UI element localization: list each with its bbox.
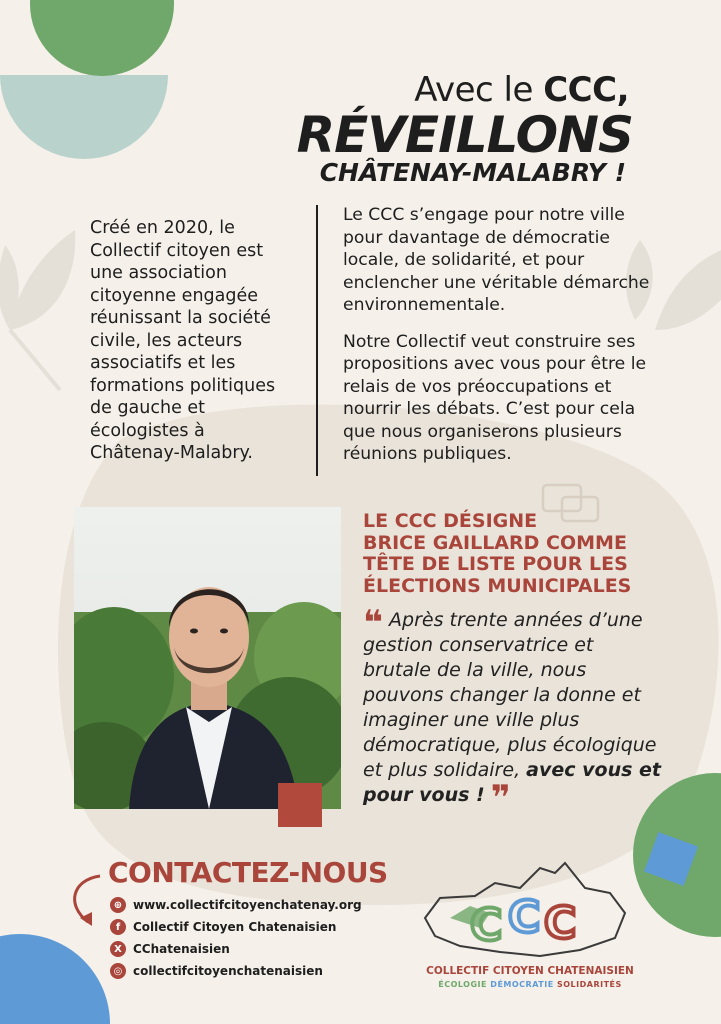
facebook-icon: f: [110, 919, 126, 935]
x-icon: X: [110, 941, 126, 957]
title-line-1: Avec le CCC,: [414, 70, 629, 110]
title-city: CHÂTENAY-MALABRY !: [319, 158, 626, 187]
candidate-quote: ❝ Après trente années d’une gestion conservatrice et brutale de la ville, nous pouvons changer la donne et imaginer une ville plus démocratique, plus écologique et plus solidaire, avec vous et pour vous ! ❞: [363, 603, 661, 818]
contact-website[interactable]: ⊕ www.collectifcitoyenchatenay.org: [110, 896, 362, 914]
candidate-photo: [74, 507, 341, 809]
decorative-red-square: [278, 783, 322, 827]
globe-icon: ⊕: [110, 897, 126, 913]
instagram-icon: ◎: [110, 963, 126, 979]
intro-paragraph-1: Le CCC s’engage pour notre ville pour davantage de démocratie locale, de solidarité, et pour enclencher une véritable démarche environnementale.: [343, 205, 650, 315]
designation-heading: LE CCC DÉSIGNE BRICE GAILLARD COMME TÊTE DE LISTE POUR LES ÉLECTIONS MUNICIPALES: [363, 510, 632, 597]
svg-text:C: C: [508, 892, 541, 943]
column-divider: [316, 205, 318, 476]
logo-tagline: ÉCOLOGIE DÉMOCRATIE SOLIDARITÉS: [438, 980, 622, 989]
logo-name: COLLECTIF CITOYEN CHATENAISIEN: [426, 965, 634, 977]
close-quote-icon: ❞: [490, 778, 511, 818]
title-main: RÉVEILLONS: [296, 106, 633, 164]
candidate-name: BRICE GAILLARD: [363, 531, 540, 554]
open-quote-icon: ❝: [363, 603, 383, 643]
contact-facebook[interactable]: f Collectif Citoyen Chatenaisien: [110, 918, 336, 936]
intro-paragraph-2: Notre Collectif veut construire ses propositions avec vous pour être le relais de vos préoccupations et nourrir les débats. C’est pour cela que nous organiserons plusieurs réunions publiques.: [343, 331, 647, 464]
contact-x[interactable]: X CChatenaisien: [110, 940, 230, 958]
svg-text:C: C: [470, 900, 503, 951]
intro-right-text: [343, 204, 653, 480]
contact-instagram[interactable]: ◎ collectifcitoyenchatenaisien: [110, 962, 323, 980]
intro-left-text: Créé en 2020, le Collectif citoyen est une association citoyenne engagée réunissant la société civile, les acteurs associatifs et les formations politiques de gauche et écologistes à Châtenay-Malabry.: [90, 218, 276, 463]
svg-text:C: C: [544, 898, 577, 949]
ccc-logo: [420, 858, 640, 963]
contact-title: CONTACTEZ-NOUS: [108, 856, 388, 889]
